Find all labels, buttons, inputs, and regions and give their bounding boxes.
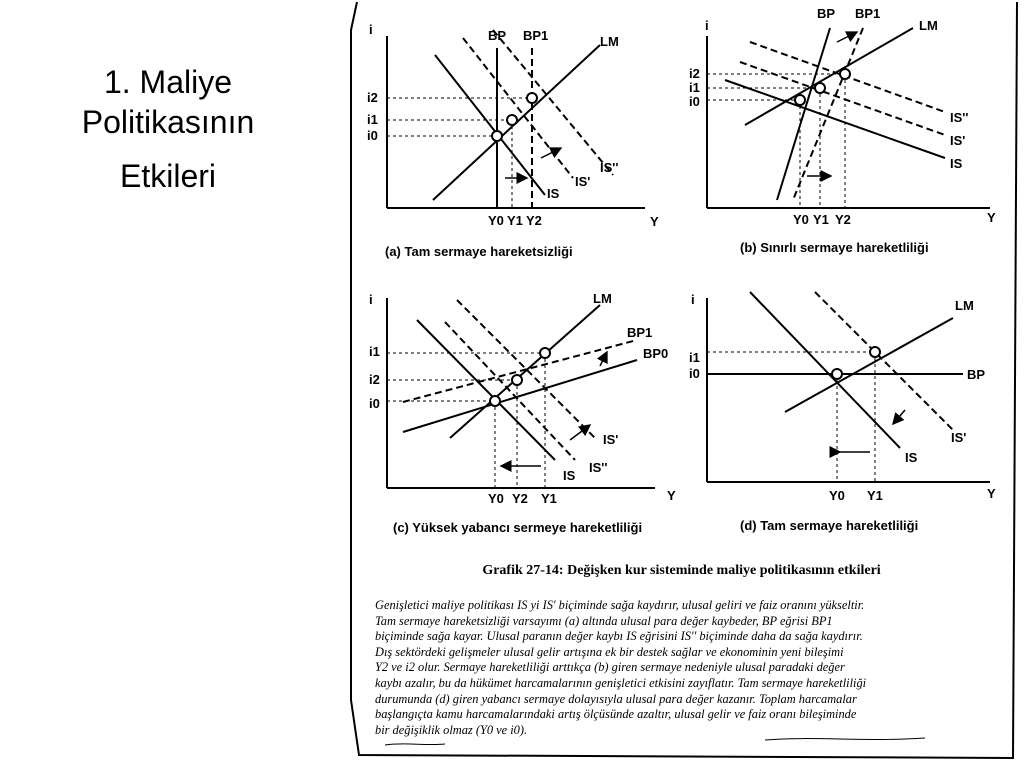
panel-d-tick-y0: Y0 <box>829 488 845 503</box>
panel-d-eq0 <box>832 369 842 379</box>
panel-b-eq1 <box>815 83 825 93</box>
panel-b-label-bp: BP <box>817 6 836 21</box>
slide-title-line2: Etkileri <box>119 158 216 194</box>
panel-a-tick-i2: i2 <box>367 90 378 105</box>
panel-a-tick-i1: i1 <box>367 112 378 127</box>
panel-c-tick-i2: i2 <box>369 372 380 387</box>
panel-b-label-is: IS <box>950 156 963 171</box>
panel-a <box>387 30 645 208</box>
panel-a-eq0 <box>492 131 502 141</box>
body-line: Genişletici maliye politikası IS yi IS' biçiminde sağa kaydırır, ulusal geliri ve faiz oranını yükseltir. <box>375 598 865 612</box>
body-line: başlangıçta kamu harcamalarındaki artış ölçüsünde azaltır, ulusal gelir ve faiz oranı bileşiminde <box>375 707 857 722</box>
panel-a-tick-i0: i0 <box>367 128 378 143</box>
panel-a-label-is1: IS' <box>575 174 591 189</box>
slide-title-line1: 1. Maliye Politikasının <box>81 64 255 140</box>
panel-a-axis-i: i <box>369 22 373 37</box>
panel-c-tick-y0: Y0 <box>488 491 504 506</box>
panel-c-label-bp0: BP0 <box>643 346 669 361</box>
panel-c-tick-y2: Y2 <box>512 491 528 506</box>
panel-c-eq1 <box>540 348 550 358</box>
panel-d-eq1 <box>870 347 880 357</box>
body-line: bir değişiklik olmaz (Y0 ve i0). <box>375 722 528 737</box>
panel-b-tick-y2: Y2 <box>835 212 851 227</box>
panel-b-label-lm: LM <box>919 18 938 33</box>
panel-c-label-lm: LM <box>593 291 612 306</box>
panel-a-axis-y: Y <box>650 214 659 229</box>
panel-a-label-is2: IS'' <box>600 160 619 175</box>
panel-b-tick-i0: i0 <box>689 94 700 109</box>
body-line: Tam sermaye hareketsizliği varsayımı (a) altında ulusal para değer kaybeder, BP eğrisi BP1 <box>375 613 833 628</box>
panel-b-axis-y: Y <box>987 210 996 225</box>
panel-c-subtitle: (c) Yüksek yabancı sermeye hareketliliği <box>393 520 643 535</box>
panel-a-tick-y1: Y1 <box>507 213 523 228</box>
panel-a-subtitle: (a) Tam sermaye hareketsizliği <box>385 244 573 259</box>
body-line: Dış sektördeki gelişmeler ulusal gelir artışına ek bir destek sağlar ve ekonominin yeni bileşimi <box>375 644 844 659</box>
panel-d-label-is1: IS' <box>951 430 967 445</box>
panel-b-label-is1: IS' <box>950 133 966 148</box>
panel-b-subtitle: (b) Sınırlı sermaye hareketliliği <box>740 240 929 255</box>
panel-c-is-line <box>417 320 555 460</box>
panel-b-tick-i2: i2 <box>689 66 700 81</box>
panel-c-lm-line <box>450 305 600 438</box>
scanned-figure <box>345 0 1018 768</box>
panel-a-eq2 <box>527 93 537 103</box>
panel-c-tick-i1: i1 <box>369 344 380 359</box>
panel-c-eq2 <box>512 375 522 385</box>
panel-a-label-bp: BP <box>488 28 507 43</box>
panel-a-is-line <box>435 55 545 195</box>
panel-b <box>707 28 990 208</box>
panel-b-tick-i1: i1 <box>689 80 700 95</box>
panel-c-axis-y: Y <box>667 488 676 503</box>
panel-b-eq2 <box>840 69 850 79</box>
panel-b-tick-y1: Y1 <box>813 212 829 227</box>
panel-c-label-bp1: BP1 <box>627 325 653 340</box>
panel-a-label-bp1: BP1 <box>523 28 549 43</box>
panel-c-axis-i: i <box>369 292 373 307</box>
panel-a-eq1 <box>507 115 517 125</box>
panel-b-label-bp1: BP1 <box>855 6 881 21</box>
slide-title <box>48 62 288 196</box>
panel-d-axis-y: Y <box>987 486 996 501</box>
panel-a-tick-y0: Y0 <box>488 213 504 228</box>
panel-c-tick-i0: i0 <box>369 396 380 411</box>
panel-c-label-is1: IS' <box>603 432 619 447</box>
panel-d <box>707 292 990 482</box>
panel-d-tick-i0: i0 <box>689 366 700 381</box>
panel-b-axis-i: i <box>705 18 709 33</box>
panel-b-tick-y0: Y0 <box>793 212 809 227</box>
panel-b-is-line <box>725 80 945 158</box>
panel-c <box>387 298 655 488</box>
panel-a-label-is: IS <box>547 186 560 201</box>
panel-a-tick-y2: Y2 <box>526 213 542 228</box>
panel-d-lm-line <box>785 318 953 412</box>
panel-d-label-bp: BP <box>967 367 986 382</box>
panel-b-eq0 <box>795 95 805 105</box>
panel-c-is2-line <box>445 322 575 460</box>
body-line: biçiminde sağa kayar. Ulusal paranın değer kaybı IS eğrisini IS'' biçiminde daha da sağa kaydırır. <box>375 629 863 644</box>
panel-d-is1-line <box>815 292 953 430</box>
panel-d-axis-i: i <box>691 292 695 307</box>
panel-c-label-is: IS <box>563 468 576 483</box>
panel-d-label-lm: LM <box>955 298 974 313</box>
panel-c-label-is2: IS'' <box>589 460 608 475</box>
panel-b-label-is2: IS'' <box>950 110 969 125</box>
panel-d-is-line <box>750 292 900 448</box>
panel-d-subtitle: (d) Tam sermaye hareketliliği <box>740 518 919 533</box>
body-line: Y2 ve i2 olur. Sermaye hareketliliği arttıkça (b) giren sermaye nedeniyle ulusal paradaki değer <box>375 660 845 675</box>
figure-body-text <box>375 598 1005 738</box>
body-line: durumunda (d) giren yabancı sermaye dolayısıyla ulusal para değer kazanır. Toplam harcamalar <box>375 691 857 706</box>
body-line: kaybı azalır, bu da hükümet harcamalarının genişletici etkisini zayıflatır. Tam sermaye hareketliliği <box>375 675 867 690</box>
figure-caption: Grafik 27-14: Değişken kur sisteminde maliye politikasının etkileri <box>482 563 881 578</box>
panel-d-tick-y1: Y1 <box>867 488 883 503</box>
panel-d-tick-i1: i1 <box>689 350 700 365</box>
panel-c-eq0 <box>490 396 500 406</box>
panel-c-tick-y1: Y1 <box>541 491 557 506</box>
panel-d-label-is: IS <box>905 450 918 465</box>
panel-a-label-lm: LM <box>600 34 619 49</box>
